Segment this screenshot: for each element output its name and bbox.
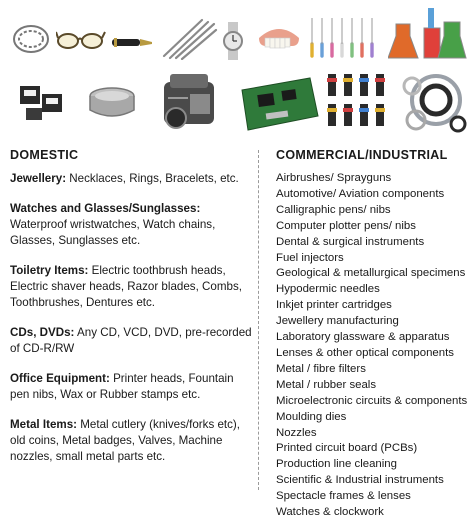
list-item: Lenses & other optical components: [276, 346, 454, 359]
list-item: Printed circuit board (PCBs): [276, 442, 418, 455]
domestic-section-metal-items: [10, 417, 255, 465]
section-text: Metal cutlery (knives/forks etc), old coins, Metal badges, Valves, Machine nozzles, small metal parts etc.: [10, 418, 241, 463]
wristwatch-image: [222, 22, 244, 60]
list-item: Fuel injectors: [276, 251, 344, 264]
list-item: Production line cleaning: [276, 458, 397, 471]
list-item: Moulding dies: [276, 410, 347, 423]
engine-image: [156, 68, 222, 138]
domestic-section-watches-glasses: [10, 201, 255, 249]
laboratory-glassware-image: [388, 6, 468, 64]
domestic-title: DOMESTIC: [10, 148, 79, 162]
section-label: Jewellery:: [10, 172, 67, 185]
section-label: Office Equipment:: [10, 372, 110, 385]
list-item: Metal / rubber seals: [276, 378, 377, 391]
list-item: Spectacle frames & lenses: [276, 490, 411, 503]
fuel-injectors-image: [324, 70, 392, 132]
commercial-column: [276, 148, 472, 521]
domestic-column: [10, 148, 255, 479]
list-item: Hypodermic needles: [276, 283, 380, 296]
section-text: Necklaces, Rings, Bracelets, etc.: [66, 172, 239, 185]
list-item: Laboratory glassware & apparatus: [276, 331, 450, 344]
section-label: Toiletry Items:: [10, 264, 89, 277]
circuit-board-image: [236, 76, 320, 132]
list-item: Airbrushes/ Sprayguns: [276, 172, 392, 184]
section-label: Watches and Glasses/Sunglasses:: [10, 202, 201, 215]
commercial-title: COMMERCIAL/INDUSTRIAL: [276, 148, 448, 162]
section-label: Metal Items:: [10, 418, 78, 431]
section-text: Any CD, VCD, DVD, pre-recorded of CD-R/RW: [10, 326, 252, 355]
rubber-seals-image: [400, 70, 470, 134]
list-item: Nozzles: [276, 426, 317, 439]
list-item: Calligraphic pens/ nibs: [276, 203, 391, 216]
metal-filter-image: [88, 86, 136, 120]
section-text: Waterproof wristwatches, Watch chains, Glasses, Sunglasses etc.: [10, 218, 216, 247]
dental-tools-image: [160, 14, 218, 60]
domestic-section-toiletry: [10, 263, 255, 311]
list-item: Computer plotter pens/ nibs: [276, 219, 416, 232]
dentures-image: [256, 24, 302, 56]
glasses-image: [56, 26, 106, 52]
column-divider: [258, 150, 259, 490]
list-item: Geological & metallurgical specimens: [276, 267, 466, 280]
list-item: Microelectronic circuits & components: [276, 394, 468, 407]
list-item: Watches & clockwork: [276, 506, 384, 519]
list-item: Metal / fibre filters: [276, 362, 366, 375]
list-item: Dental & surgical instruments: [276, 235, 425, 248]
list-item: Automotive/ Aviation components: [276, 187, 445, 200]
domestic-section-cds-dvds: [10, 325, 255, 357]
section-text: Printer heads, Fountain pen nibs, Wax or Rubber stamps etc.: [10, 372, 234, 401]
fountain-pen-image: [110, 34, 154, 52]
section-label: CDs, DVDs:: [10, 326, 75, 339]
list-item: Scientific & Industrial instruments: [276, 474, 444, 487]
domestic-section-office-equipment: [10, 371, 255, 403]
printer-cartridges-image: [16, 82, 68, 122]
list-item: Jewellery manufacturing: [276, 315, 399, 328]
commercial-list: [276, 171, 472, 521]
list-item: Inkjet printer cartridges: [276, 299, 392, 312]
domestic-section-jewellery: [10, 171, 255, 187]
section-text: Electric toothbrush heads, Electric shaver heads, Razor blades, Combs, Toothbrushes, Dentures etc.: [10, 264, 242, 309]
needles-image: [306, 14, 382, 60]
necklace-image: [10, 22, 52, 56]
